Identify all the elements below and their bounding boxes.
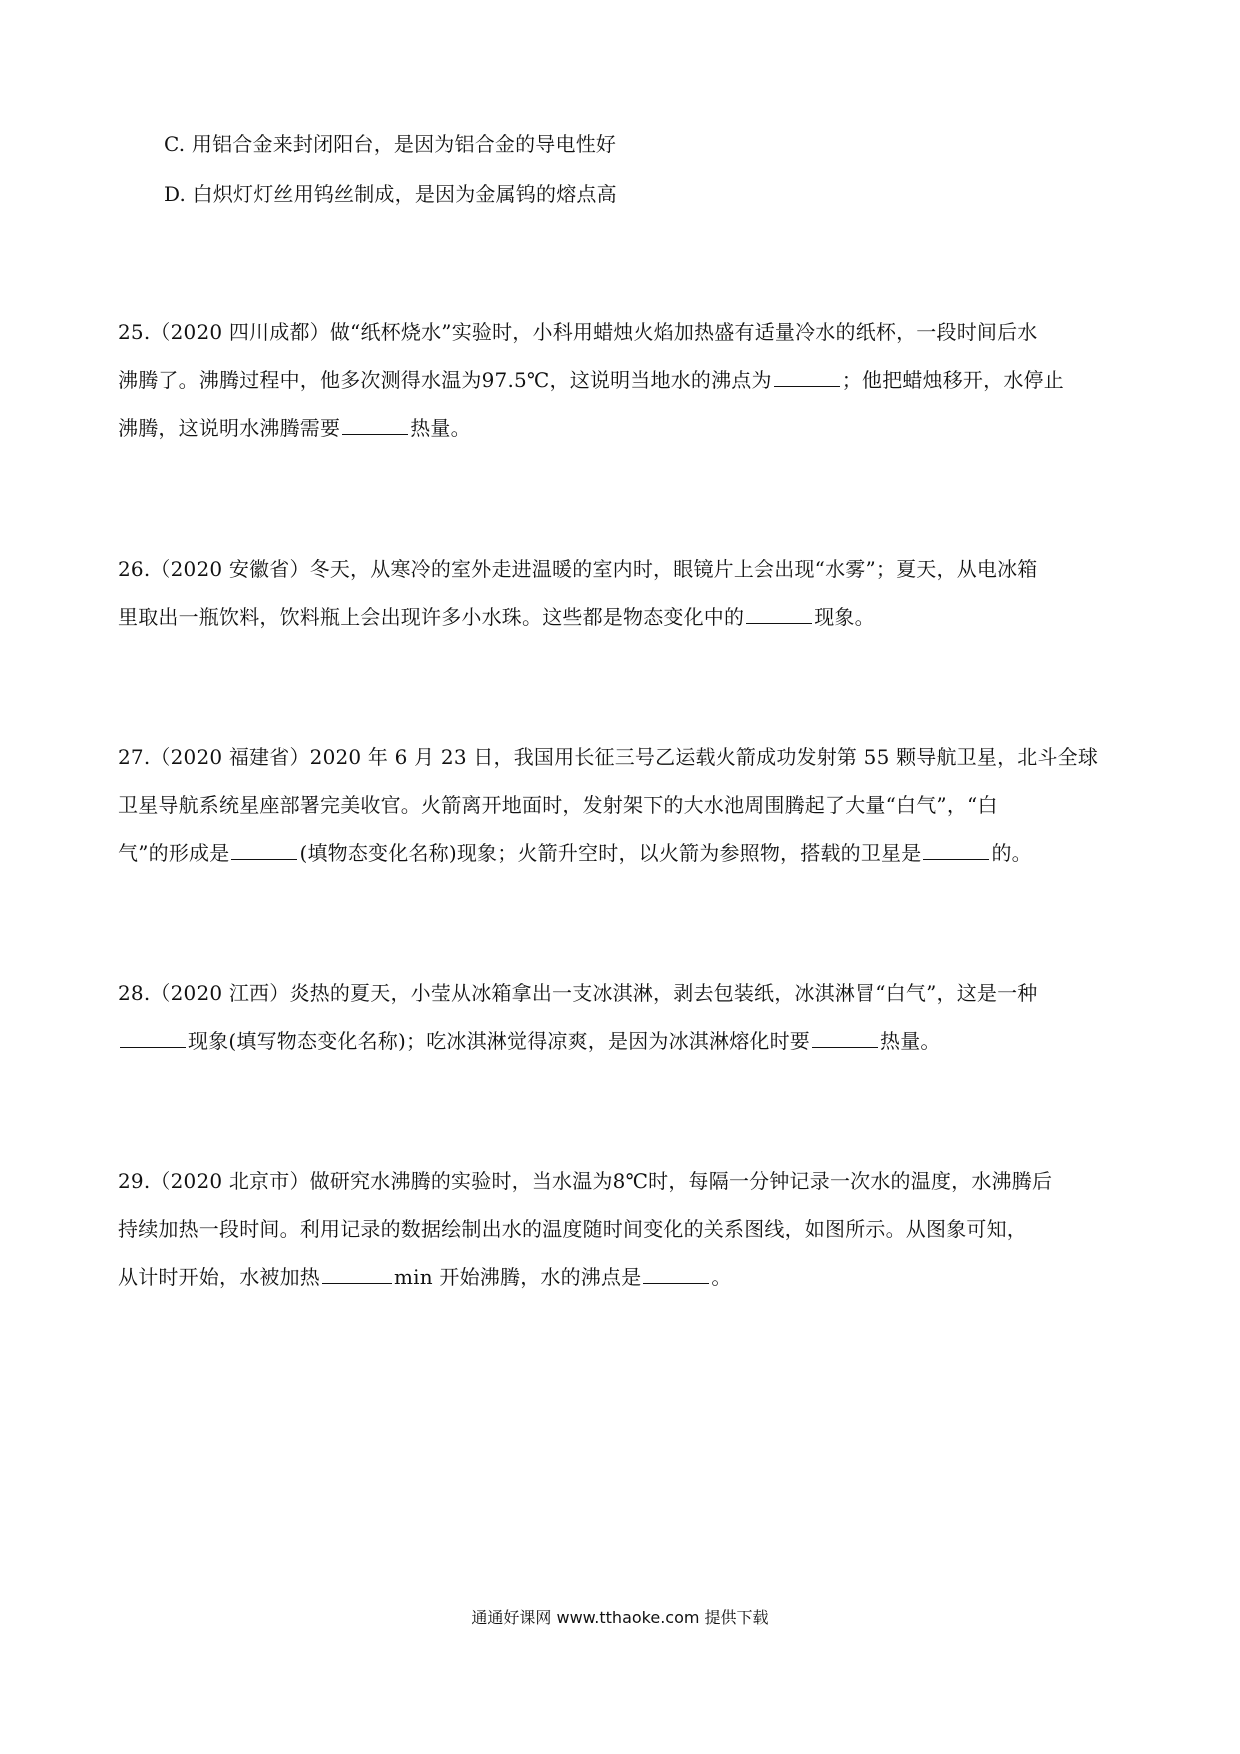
q26-line-1: 26.（2020 安徽省）冬天，从寒冷的室外走进温暖的室内时，眼镜片上会出现“水雾”；夏天，从电冰箱 (118, 557, 1038, 581)
answer-blank[interactable] (231, 841, 297, 860)
q27-text: 的。 (991, 841, 1032, 865)
q25-text: 沸腾了。沸腾过程中，他多次测得水温为97.5℃，这说明当地水的沸点为 (118, 368, 772, 392)
q27-text: 气”的形成是 (118, 841, 230, 865)
q29-text: 。 (711, 1265, 732, 1289)
q29-line-1: 29.（2020 北京市）做研究水沸腾的实验时，当水温为8℃时，每隔一分钟记录一次水的温度，水沸腾后 (118, 1169, 1053, 1193)
q29-text: 从计时开始，水被加热 (118, 1265, 320, 1289)
q27-line-1: 27.（2020 福建省）2020 年 6 月 23 日，我国用长征三号乙运载火箭成功发射第 55 颗导航卫星，北斗全球 (118, 745, 1099, 769)
q27-text: (填物态变化名称)现象；火箭升空时，以火箭为参照物，搭载的卫星是 (299, 841, 922, 865)
page-footer: 通通好课网 www.tthaoke.com 提供下载 (471, 1608, 769, 1627)
q25-line-3 (118, 414, 471, 442)
q25-text: 沸腾，这说明水沸腾需要 (118, 416, 341, 440)
q27-line-3 (118, 839, 1032, 867)
q28-line-2 (118, 1027, 941, 1055)
q28-text: 现象(填写物态变化名称)；吃冰淇淋觉得凉爽，是因为冰淇淋熔化时要 (188, 1029, 811, 1053)
q25-text: ；他把蜡烛移开，水停止 (841, 368, 1064, 392)
option-c: C. 用铝合金来封闭阳台，是因为铝合金的导电性好 (164, 132, 617, 156)
q25-line-2 (118, 366, 1064, 394)
q27-line-2: 卫星导航系统星座部署完美收官。火箭离开地面时，发射架下的大水池周围腾起了大量“白气”，“白 (118, 793, 998, 817)
answer-blank[interactable] (342, 416, 408, 435)
q29-text: min 开始沸腾，水的沸点是 (394, 1265, 642, 1289)
option-d: D. 白炽灯灯丝用钨丝制成，是因为金属钨的熔点高 (164, 182, 617, 206)
answer-blank[interactable] (923, 841, 989, 860)
answer-blank[interactable] (120, 1029, 186, 1048)
answer-blank[interactable] (746, 605, 812, 624)
q28-line-1: 28.（2020 江西）炎热的夏天，小莹从冰箱拿出一支冰淇淋，剥去包装纸，冰淇淋冒“白气”，这是一种 (118, 981, 1038, 1005)
q28-text: 热量。 (880, 1029, 941, 1053)
answer-blank[interactable] (774, 368, 840, 387)
q25-line-1: 25.（2020 四川成都）做“纸杯烧水”实验时，小科用蜡烛火焰加热盛有适量冷水的纸杯，一段时间后水 (118, 320, 1038, 344)
q25-text: 热量。 (410, 416, 471, 440)
answer-blank[interactable] (812, 1029, 878, 1048)
q26-line-2 (118, 603, 875, 631)
q26-text: 里取出一瓶饮料，饮料瓶上会出现许多小水珠。这些都是物态变化中的 (118, 605, 745, 629)
q26-text: 现象。 (814, 605, 875, 629)
q29-line-3 (118, 1263, 732, 1291)
answer-blank[interactable] (322, 1265, 392, 1284)
q29-line-2: 持续加热一段时间。利用记录的数据绘制出水的温度随时间变化的关系图线，如图所示。从图象可知， (118, 1217, 1027, 1241)
answer-blank[interactable] (643, 1265, 709, 1284)
